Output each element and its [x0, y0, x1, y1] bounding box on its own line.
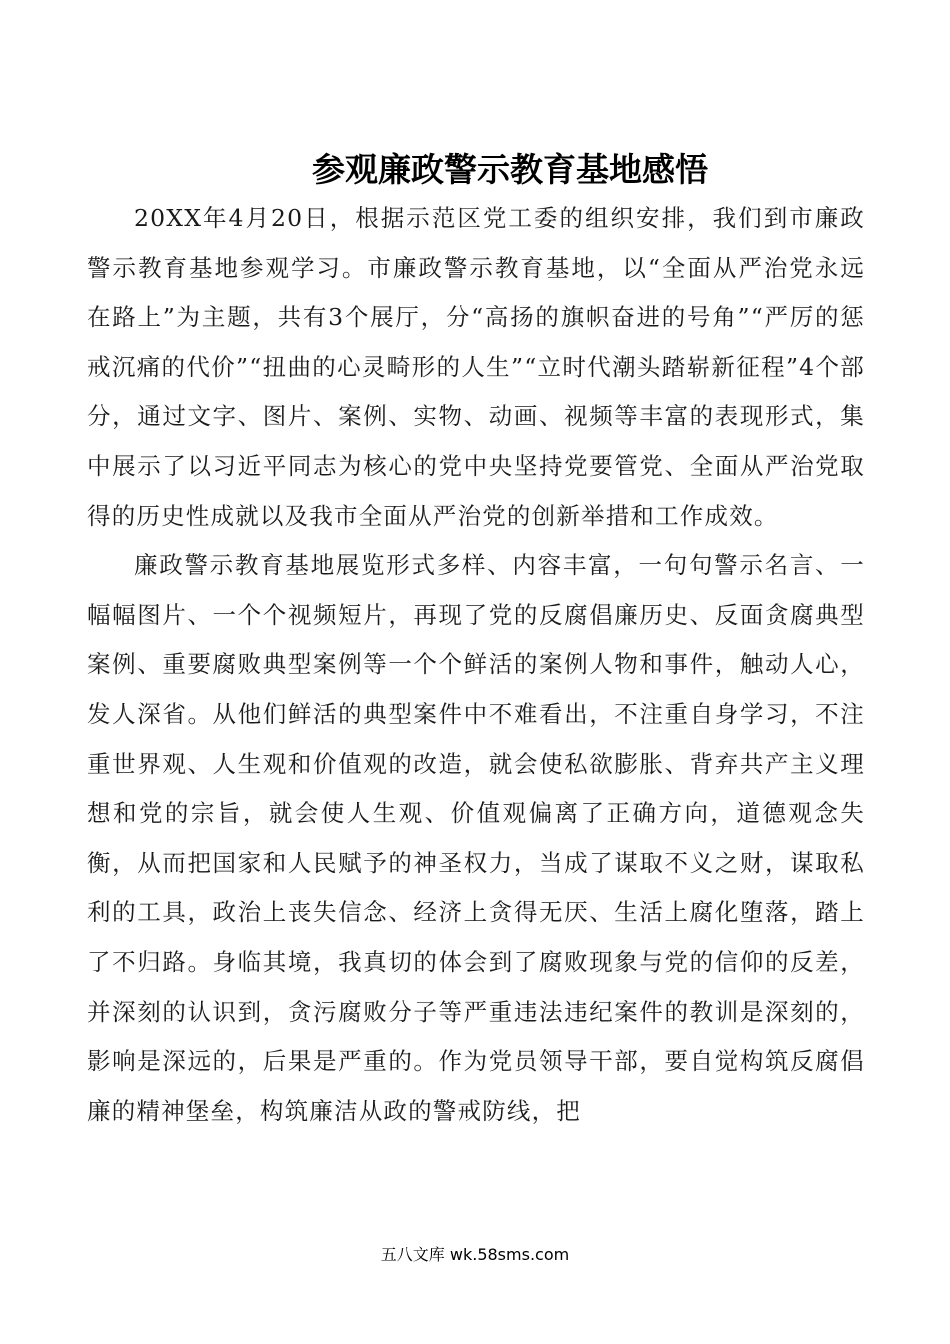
paragraph-2: 廉政警示教育基地展览形式多样、内容丰富，一句句警示名言、一幅幅图片、一个个视频短片，再现了党的反腐倡廉历史、反面贪腐典型案例、重要腐败典型案例等一个个鲜活的案例人物和事件，触动人心，发人深省。从他们鲜活的典型案件中不难看出，不注重自身学习，不注重世界观、人生观和价值观的改造，就会使私欲膨胀、背弃共产主义理想和党的宗旨，就会使人生观、价值观偏离了正确方向，道德观念失衡，从而把国家和人民赋予的神圣权力，当成了谋取不义之财，谋取私利的工具，政治上丧失信念、经济上贪得无厌、生活上腐化堕落，踏上了不归路。身临其境，我真切的体会到了腐败现象与党的信仰的反差，并深刻的认识到，贪污腐败分子等严重违法违纪案件的教训是深刻的，影响是深远的，后果是严重的。作为党员领导干部，要自觉构筑反腐倡廉的精神堡垒，构筑廉洁从政的警戒防线，把 — [87, 551, 865, 1125]
footer-watermark: 五八文库 wk.58sms.com — [380, 1245, 570, 1264]
document-title: 参观廉政警示教育基地感悟 — [312, 150, 708, 189]
document-body — [87, 194, 865, 1136]
paragraph-1: 20XX年4月20日，根据示范区党工委的组织安排，我们到市廉政警示教育基地参观学习。市廉政警示教育基地，以“全面从严治党永远在路上”为主题，共有3个展厅，分“高扬的旗帜奋进的号角”“严厉的惩戒沉痛的代价”“扭曲的心灵畸形的人生”“立时代潮头踏崭新征程”4个部分，通过文字、图片、案例、实物、动画、视频等丰富的表现形式，集中展示了以习近平同志为核心的党中央坚持党要管党、全面从严治党取得的历史性成就以及我市全面从严治党的创新举措和工作成效。 — [87, 204, 865, 530]
